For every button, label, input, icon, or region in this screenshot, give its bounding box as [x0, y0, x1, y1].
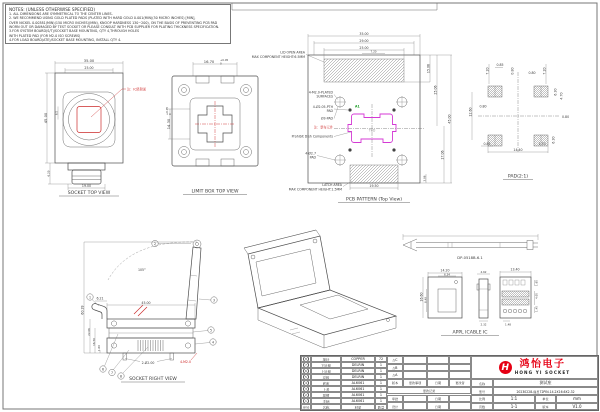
dim-pcb-w4: 7.20: [370, 49, 377, 54]
dim-col-pitch: 12.60: [468, 107, 473, 117]
design-label: 设计: [387, 402, 403, 410]
dim-pad-w-a: 0.85: [496, 63, 504, 67]
pcb-label-prohibit: Prohibit Dish Components: [291, 134, 333, 139]
pcb-label-pad27-1: 4-Ø2.7: [305, 151, 316, 156]
rev-header-change: 更改事项: [403, 379, 427, 387]
rev-header-version: 版本: [387, 379, 403, 387]
part-qty: 1: [375, 398, 387, 404]
part-material: DELRIN: [341, 374, 375, 380]
rev-record-cell: 更改记录: [387, 387, 471, 395]
empty-cell: [427, 364, 449, 372]
pcb-label-latch-area: LATCH AREA: [322, 183, 342, 187]
part-qty: 1: [375, 386, 387, 392]
hongyi-logo: [499, 360, 571, 375]
empty-cell: [427, 371, 449, 379]
brand-name-cn: 鸿怡电子: [519, 359, 566, 371]
empty-cell: [403, 364, 427, 372]
empty-cell: [403, 371, 427, 379]
product-name: 测试座: [493, 379, 598, 387]
dim-pocket-offset: 6.5: [54, 110, 59, 116]
notes-box: [5, 4, 231, 44]
empty-cell: [449, 371, 471, 379]
part-no-cell: 8: [301, 356, 311, 362]
dim-open-height-tol-lo: 0: [168, 113, 173, 116]
dim-ic-side-w: 4.62: [480, 269, 487, 274]
part-qty: 1: [375, 368, 387, 374]
empty-cell: [449, 356, 471, 364]
dim-ic-pad-b: 4.05: [534, 293, 539, 299]
part-name: 探针: [311, 356, 341, 362]
dim-edge-a: 6.30: [553, 88, 558, 96]
rev-b-cell: △B: [387, 364, 403, 372]
dim-pcb-w3: 25.00: [359, 45, 369, 50]
dim-pcb-h5: 3.06: [422, 175, 427, 182]
part-no-cell: 2: [301, 392, 311, 398]
model-label: 型号: [471, 387, 493, 395]
part-name: 下针板: [311, 362, 341, 368]
dim-handle-width: 19.00: [81, 184, 92, 188]
part-name: 底座: [311, 380, 341, 386]
pcb-pin1-mark: A1: [355, 104, 360, 109]
dim-pcb-w2: 29.00: [359, 38, 369, 43]
part-qty: 1: [375, 374, 387, 380]
probe-view-label: DP-0518B-6.1: [457, 256, 483, 260]
part-name: 摇臂: [311, 392, 341, 398]
approve-label: 审批: [387, 395, 403, 403]
dim-ic-pad-pitch: 1.48: [505, 322, 511, 327]
dim-edge-c: 6.30: [551, 136, 556, 144]
socket-right-view-label: SOCKET RIGHT VIEW: [129, 377, 177, 382]
dim-body-width: 45.00: [141, 300, 151, 305]
dim-pcb-h1: 15.06: [426, 63, 431, 74]
part-material: DELRIN: [341, 368, 375, 374]
svg-text:5: 5: [209, 328, 213, 333]
dim-open-height: 60.39: [80, 305, 85, 315]
version-value: V1.0: [556, 403, 598, 411]
note-line: WITH PLATED PAD (FOR M2.0 ISO SCREWS): [9, 33, 81, 38]
dim-open-height-tol-up: +0.05: [164, 106, 169, 116]
part-name: 上针板: [311, 368, 341, 374]
socket-top-view-label: SOCKET TOP VIEW: [67, 191, 111, 196]
part-name: 手柄: [311, 398, 341, 404]
dim-edge-b: 4.70: [559, 92, 564, 100]
parts-header-qty: 数量: [375, 404, 387, 410]
hongyi-logo-icon: H: [499, 361, 512, 374]
parts-header-no: 序号: [302, 405, 310, 410]
rev-header-date: 日期: [427, 379, 449, 387]
svg-text:1: 1: [88, 295, 92, 300]
dim-row-pitch: 14.40: [513, 148, 523, 152]
sheet-frame: [3, 3, 597, 409]
empty-cell: [449, 402, 471, 410]
pcb-center-mark: TBD: [368, 128, 376, 133]
dim-ic-body-w: 14.20: [440, 268, 450, 273]
note-line: 3.FOR SYSTEM BOARD(S/T)/SOCKET BASE MOUNTING, QTY 4,THROUGH HOLES: [9, 29, 140, 34]
dim-socket-width: 35.00: [83, 58, 95, 63]
rev-a-cell: △A: [387, 371, 403, 379]
empty-cell: [427, 356, 449, 364]
pcb-label-lid-height: MAX COMPONENT HEIGHT:6.5MM: [251, 55, 305, 59]
dim-lid-width: 25.00: [84, 65, 94, 70]
dim-ic-thickness: 2.32: [480, 322, 487, 327]
dim-pcb-h4: 45.00: [447, 114, 452, 124]
part-material: AL6061: [341, 398, 375, 404]
dim-plate: 1.60: [96, 345, 101, 351]
pcb-label-pad3: Ø3-PAD: [320, 116, 333, 121]
socket-top-red-note: 注：IC吸附面: [127, 87, 147, 92]
pcb-pattern-view-label: PCB PATTERN (Top View): [345, 197, 403, 203]
note-line: OVER NICKEL 0.00381(MIN)(150 MICRO INCHES)(MIN), KNOOP HARDNESS 130~200), ON THE BASIS OF PREVENTING PCB PAD: [9, 20, 218, 25]
svg-text:6: 6: [101, 367, 105, 372]
dim-pad-h-left: 7.20: [485, 67, 490, 75]
model-number: 20230228-瑞昱72PIN-14.2X16.6X2.32: [493, 387, 598, 395]
unit-value: mm: [556, 395, 598, 403]
rev-c-cell: △C: [387, 356, 403, 364]
dim-center-off: 0.80: [562, 114, 570, 119]
part-name: 上盖: [311, 386, 341, 392]
version-label: 版本: [535, 403, 556, 411]
svg-text:7: 7: [110, 370, 114, 375]
part-no-cell: 7: [301, 362, 311, 368]
empty-cell: [403, 395, 427, 403]
dim-ic-pocket-w: 6.34: [444, 272, 450, 277]
pcb-label-pth-2: PAD: [326, 109, 333, 113]
empty-cell: [403, 356, 427, 364]
parts-header-name: 名称: [311, 404, 341, 410]
part-qty: 72: [375, 356, 387, 362]
right-view-red-note: 4-M2.0: [180, 360, 191, 364]
dim-080-left: 0.80: [479, 104, 487, 109]
dim-open-width-tol-lo: 0: [220, 61, 222, 66]
dim-pcb-h2: 25.06: [433, 85, 438, 95]
pcb-label-pad27-2: PAD: [309, 155, 316, 160]
svg-text:8: 8: [119, 374, 123, 379]
dim-pad-w-c: 0.80: [528, 71, 536, 75]
brand-name-en: HONG YI SOCKET: [514, 369, 571, 375]
dim-ic-pocket-h: 8.49: [423, 297, 428, 303]
approve-date-label: 日期: [427, 395, 449, 403]
part-material: DELRIN: [341, 362, 375, 368]
part-material: AL6061: [341, 386, 375, 392]
rev-header-by: 更改者: [449, 379, 471, 387]
part-no-cell: 3: [301, 386, 311, 392]
applicable-ic-label: APPL ICABLE IC: [452, 330, 488, 336]
part-material: AL6061: [341, 392, 375, 398]
brand-cell: [471, 356, 598, 379]
dim-pcb-h3: 17.06: [440, 150, 445, 160]
dim-pcb-w1: 35.00: [359, 31, 369, 36]
pcb-label-pth-1: 4-Ø2.05-PTH: [312, 105, 333, 109]
dim-handle-depth: 6.20: [46, 170, 51, 177]
scale-label: 比例: [471, 395, 493, 403]
dim-pad-w-b: 0.80: [510, 67, 515, 75]
dim-base-height: 16.30: [91, 338, 96, 346]
note-line: 4.FOR LOAD BOARD(ATE)/SOCKET BASE MOUNTING, INSTALL QTY 4.: [9, 38, 122, 43]
limit-box-view-label: LIMIT BOX TOP VIEW: [191, 189, 239, 195]
empty-cell: [403, 402, 427, 410]
note-line: 2. WE RECOMMEND USING GOLD PLATED PADS (PLATED WITH HARD GOLD 0.001(MIN)(30 MICRO INCHES) [MIN],: [9, 16, 196, 21]
dim-open-width-tol-up: +0.05: [220, 58, 229, 62]
note-line: WORN OUT OR DAMAGED BY TEST SOCKET OR PLEASE CONSULT WITH PCB SUPPLIER FOR PLATING THICKNESS SPECIFICATION.: [9, 25, 220, 30]
pages-label: 页数: [471, 403, 493, 411]
dim-latch-width: 19.50: [369, 184, 379, 188]
dim-170: 1.70: [538, 141, 546, 146]
dim-ic-pad-a: 1.65: [534, 280, 539, 286]
dim-guide-pins: 2-Ø2.00: [141, 361, 155, 365]
part-qty: 1: [375, 392, 387, 398]
pcb-label-latch-height: MAX COMPONENT HEIGHT:1.5MM: [288, 187, 342, 192]
pcb-label-lid-area: LID OPEN AREA: [280, 50, 305, 55]
notes-title: NOTES: (UNLESS OTHERWISE SPECIFIED): [9, 6, 96, 12]
dim-ic-body-h: 16.60: [419, 292, 424, 302]
pcb-label-plated-1: 4-M2.0-PLATED: [308, 90, 333, 95]
parts-header-material: 材质: [341, 404, 375, 410]
pad-detail-view-label: PAD(2:1): [507, 174, 529, 180]
scale-value: 1:1: [493, 395, 535, 403]
dim-ic-pad-c: 1.45: [534, 306, 539, 312]
unit-label: 单位: [535, 395, 556, 403]
empty-cell: [449, 364, 471, 372]
part-material: COPPER: [341, 356, 375, 362]
pcb-label-plated-2: SURFACES: [316, 94, 333, 99]
svg-text:3: 3: [212, 298, 216, 303]
svg-text:4: 4: [211, 340, 215, 345]
part-no-cell: 4: [301, 380, 311, 386]
part-no-cell: 1: [301, 398, 311, 404]
title-block: [300, 355, 599, 411]
part-no-cell: 5: [301, 374, 311, 380]
dim-top-offset: 6.21: [96, 296, 104, 301]
dim-ic-bottom-w: 13.40: [510, 267, 520, 272]
dim-085-bottom: 0.85: [483, 141, 491, 146]
name-label: 名称: [471, 379, 493, 387]
svg-text:2: 2: [153, 241, 157, 246]
dim-open-height: 14.30: [166, 118, 171, 130]
pcb-red-note: 注：禁布元件: [313, 125, 333, 130]
dim-open-angle: 105°: [138, 268, 146, 272]
dim-pad-h-right: 7.20: [542, 67, 547, 75]
part-material: AL6061: [341, 380, 375, 386]
part-qty: 1: [375, 362, 387, 368]
part-no-cell: 6: [301, 368, 311, 374]
design-date-label: 日期: [427, 402, 449, 410]
dim-open-width: 16.70: [203, 59, 215, 64]
part-name: 浮板: [311, 374, 341, 380]
part-qty: 1: [375, 380, 387, 386]
empty-cell: [449, 395, 471, 403]
pages-value: 1-1: [493, 403, 535, 411]
dim-body-height: 22.06: [86, 328, 91, 336]
note-line: 1. ALL DIMENSIONS ARE SYMMETRICAL TO THE CENTER LINES.: [9, 12, 113, 17]
dim-socket-height: 45.00: [43, 112, 48, 124]
